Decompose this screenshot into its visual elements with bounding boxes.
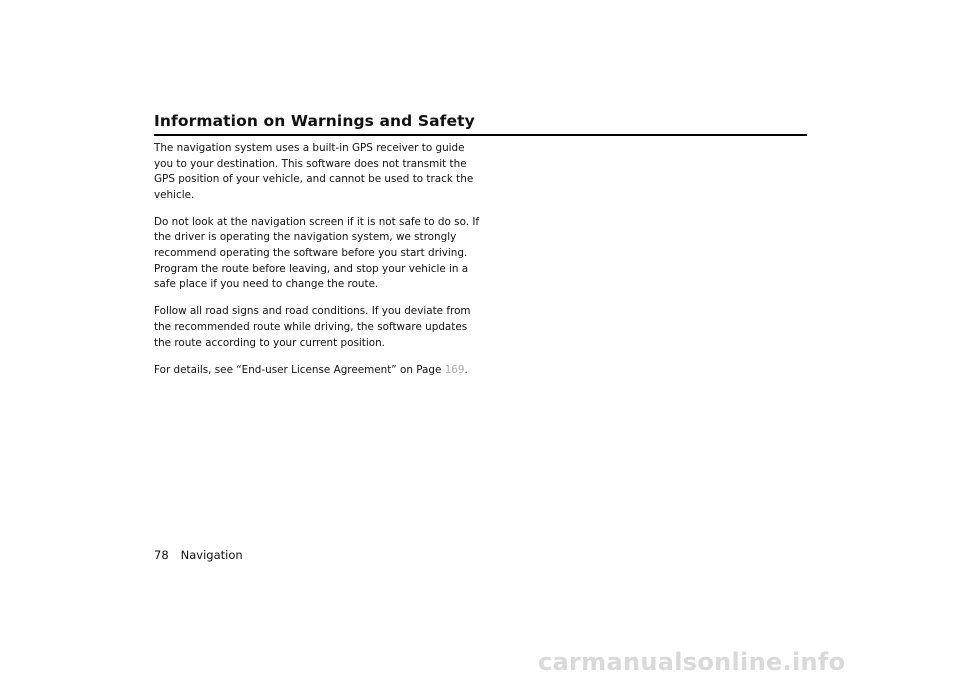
paragraph-screen-safety <box>154 215 480 293</box>
text-line: the route according to your current position. <box>154 336 385 349</box>
page-number: 78 <box>154 548 169 562</box>
paragraph-gps-receiver <box>154 141 474 203</box>
text-line: The navigation system uses a built-in GPS receiver to guide <box>154 142 465 154</box>
paragraph-details-reference <box>154 363 474 379</box>
text-line: the driver is operating the navigation system, we strongly <box>154 231 457 244</box>
details-suffix: . <box>464 363 468 376</box>
text-line: safe place if you need to change the route. <box>154 278 379 291</box>
footer-section-name: Navigation <box>180 548 243 562</box>
page-reference-link[interactable]: 169 <box>444 363 465 376</box>
page-footer <box>154 548 243 562</box>
page-title: Information on Warnings and Safety <box>154 112 475 130</box>
body-text <box>154 141 480 390</box>
title-divider <box>154 134 807 136</box>
text-line: Program the route before leaving, and stop your vehicle in a <box>154 262 469 275</box>
watermark: carmanualsonline.info <box>538 648 846 676</box>
text-line: GPS position of your vehicle, and cannot be used to track the <box>154 173 474 186</box>
text-line: recommend operating the software before you start driving. <box>154 247 468 260</box>
details-text: For details, see “End-user License Agreement” on Page <box>154 363 445 376</box>
text-line: the recommended route while driving, the software updates <box>154 320 468 333</box>
details-line <box>154 363 474 379</box>
paragraph-road-signs <box>154 304 474 351</box>
text-line: vehicle. <box>154 188 195 201</box>
text-line: you to your destination. This software does not transmit the <box>154 157 467 170</box>
text-line: Follow all road signs and road conditions. If you deviate from <box>154 305 471 318</box>
text-line: Do not look at the navigation screen if it is not safe to do so. If <box>154 215 480 228</box>
